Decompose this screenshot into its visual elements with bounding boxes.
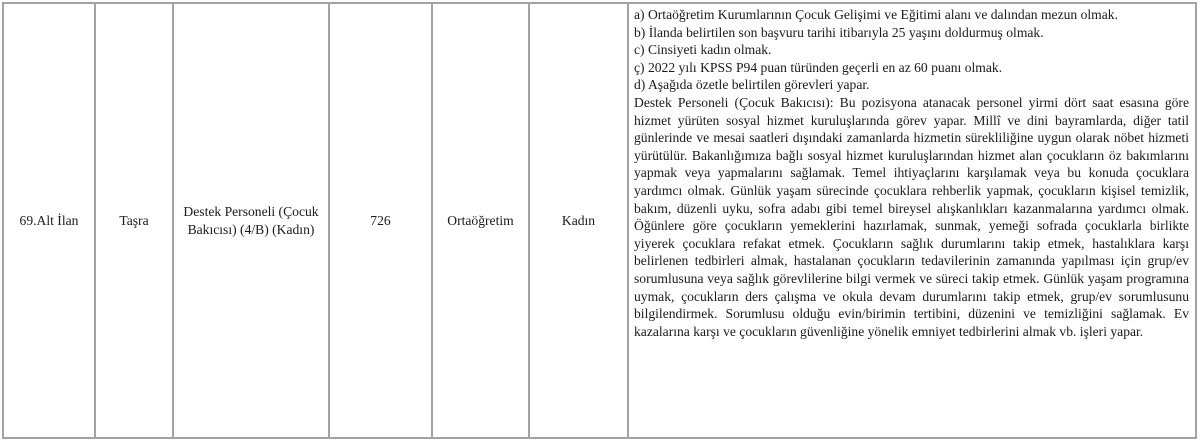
gender-cell: Kadın — [529, 3, 628, 438]
organization-unit-cell: Taşra — [95, 3, 173, 438]
requirement-b: b) İlanda belirtilen son başvuru tarihi itibarıyla 25 yaşını doldurmuş olmak. — [634, 24, 1044, 40]
job-listing-table — [2, 2, 1197, 439]
job-listing-table-container — [2, 2, 1197, 439]
requirement-d: d) Aşağıda özetle belirtilen görevleri yapar. — [634, 77, 870, 93]
requirements-description-cell — [628, 3, 1196, 438]
quota-cell: 726 — [329, 3, 432, 438]
duty-description: Destek Personeli (Çocuk Bakıcısı): Bu pozisyona atanacak personel yirmi dört saat esasına göre hizmet yürüten sosyal hizmet kuruluşlarında görev yapar. Millî ve dini bayramlarda, diğer tatil günlerinde ve mesai saatleri dışındaki zamanlarda hizmetin sürekliliğine uygun olarak nöbet hizmeti yürütülür. Bakanlığımıza bağlı sosyal hizmet kuruluşlarından hizmet alan çocukların öz bakımlarını yapmak veya yapmalarını sağlamak. Temel ihtiyaçlarını karşılamak veya bu konuda çocuklara yardımcı olmak. Günlük yaşam sürecinde çocuklara rehberlik yapmak, çocukların kişisel temizlik, bakım, düzenli uyku, sofra adabı gibi temel bireysel alışkanlıkları kazanmalarına yardımcı olmak. Öğünlere göre çocukların yemeklerini hazırlamak, sunmak, yemeği sofrada çocuklarla birlikte yiyerek çocuklara refakat etmek. Çocukların sağlık durumlarını takip etmek, hastalıklara karşı belirlenen tedbirleri almak, hastalanan çocukların tedavilerinin zamanında yapılması için grup/ev sorumlusuna veya sağlık görevlilerine bilgi vermek ve süreci takip etmek. Günlük yaşam programına uymak, çocukların ders çalışma ve okula devam durumlarını takip etmek, grup/ev sorumlusunu bilgilendirmek. Sorumlusu olduğu evin/birimin tertibini, düzenini ve temizliğini sağlamak. Ev kazalarına karşı ve çocukların güvenliğine yönelik emniyet tedbirlerini almak vb. işleri yapar. — [634, 94, 1189, 339]
listing-number-cell: 69.Alt İlan — [3, 3, 95, 438]
position-title-cell: Destek Personeli (Çocuk Bakıcısı) (4/B) (Kadın) — [173, 3, 329, 438]
requirement-a: a) Ortaöğretim Kurumlarının Çocuk Gelişimi ve Eğitimi alanı ve dalından mezun olmak. — [634, 7, 1118, 22]
requirement-c-cedilla: ç) 2022 yılı KPSS P94 puan türünden geçerli en az 60 puanı olmak. — [634, 59, 1003, 75]
education-level-cell: Ortaöğretim — [432, 3, 529, 438]
requirement-c: c) Cinsiyeti kadın olmak. — [634, 42, 772, 58]
table-row — [3, 3, 1196, 438]
